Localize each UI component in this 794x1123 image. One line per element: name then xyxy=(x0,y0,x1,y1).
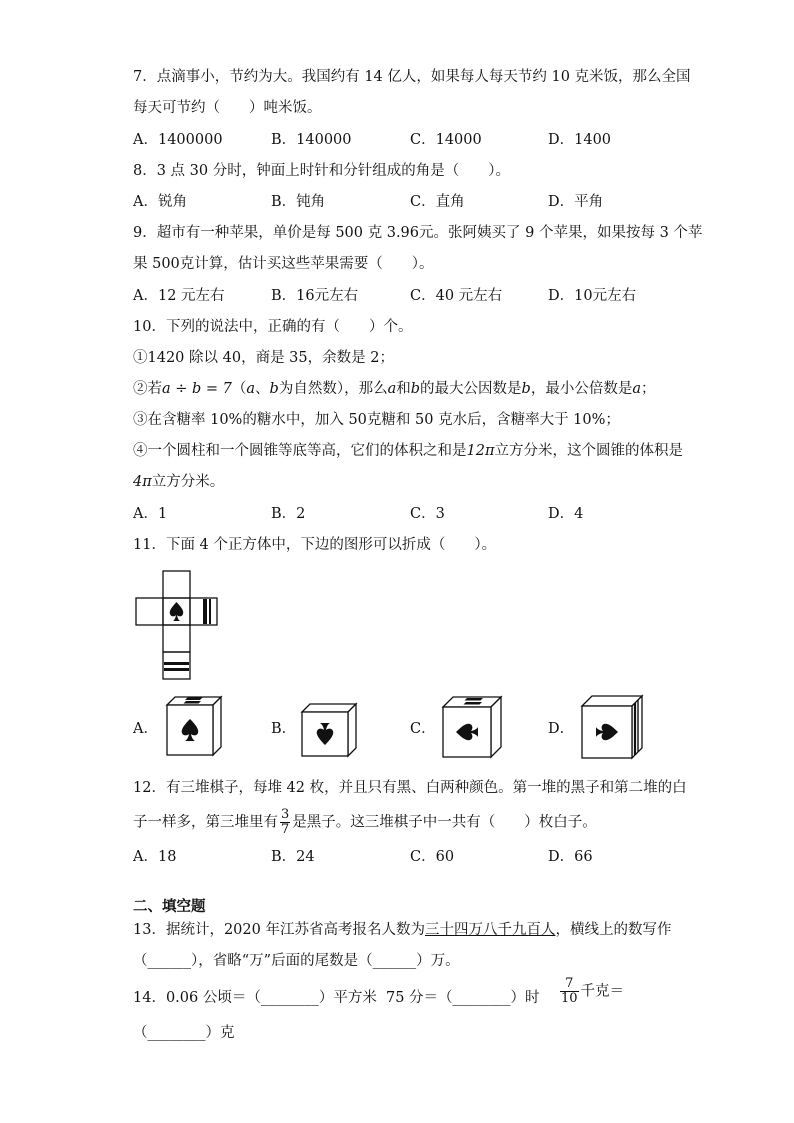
q14-part3[interactable] xyxy=(558,977,624,1006)
q9-option-c[interactable]: C．40 元左右 xyxy=(410,288,503,304)
q10-s2-text: （ xyxy=(231,381,247,397)
q9-line2: 果 500克计算，估计买这些苹果需要（ ）。 xyxy=(133,256,434,272)
fraction-numerator: 3 xyxy=(281,807,290,822)
q10-option-d[interactable]: D．4 xyxy=(548,506,584,522)
fraction-denominator: 7 xyxy=(281,822,290,837)
fraction-denominator: 10 xyxy=(561,991,578,1006)
q12-line2 xyxy=(133,808,597,837)
q10-s2-var: a xyxy=(632,381,641,397)
q10-s2-text: 、 xyxy=(255,381,270,397)
cube-a-figure[interactable] xyxy=(165,695,223,757)
q7-option-a[interactable]: A．1400000 xyxy=(133,132,223,148)
q10-statement-1: ①1420 除以 40，商是 35，余数是 2； xyxy=(133,350,394,366)
q10-s2-var: b xyxy=(269,381,279,397)
q13-line1 xyxy=(133,920,671,940)
q10-s2-var: b xyxy=(521,381,531,397)
q10-line1: 10．下列的说法中，正确的有（ ）个。 xyxy=(133,319,413,335)
cube-c-figure[interactable] xyxy=(441,695,503,759)
q10-s2-text: 为自然数），那么 xyxy=(278,381,388,397)
q14-part1[interactable]: 14．0.06 公顷＝（________）平方米 xyxy=(133,990,377,1006)
q13-line2[interactable]: （______），省略“万”后面的尾数是（______）万。 xyxy=(133,953,460,969)
q10-s2-var: a xyxy=(387,381,397,397)
cube-net-figure xyxy=(136,571,218,681)
q11-line1: 11．下面 4 个正方体中，下边的图形可以折成（ ）。 xyxy=(133,537,497,553)
q12-option-a[interactable]: A．18 xyxy=(133,849,177,865)
cube-b-figure[interactable] xyxy=(300,702,358,758)
q14-part2[interactable]: 75 分＝（________）时 xyxy=(386,990,540,1006)
q8-option-c[interactable]: C．直角 xyxy=(410,194,465,210)
q12-option-d[interactable]: D．66 xyxy=(548,849,593,865)
q7-line1: 7．点滴事小，节约为大。我国约有 14 亿人，如果每人每天节约 10 克米饭，那么全国 xyxy=(133,69,691,85)
q14-line2[interactable]: （________）克 xyxy=(133,1025,235,1041)
q8-option-d[interactable]: D．平角 xyxy=(548,194,604,210)
q10-s2-text: ； xyxy=(641,381,656,397)
q10-s2-text: ，最小公倍数是 xyxy=(530,381,633,397)
q10-statement-3: ③在含糖率 10%的糖水中，加入 50克糖和 50 克水后，含糖率大于 10%； xyxy=(133,412,620,428)
q12-line2-text: 子一样多，第三堆里有 xyxy=(133,814,278,831)
fraction-numerator: 7 xyxy=(560,977,579,992)
q7-option-b[interactable]: B．140000 xyxy=(271,132,352,148)
q12-line2-text: 是黑子。这三堆棋子中一共有（ ）枚白子。 xyxy=(292,814,597,831)
q11-option-d[interactable]: D． xyxy=(548,721,575,737)
q12-option-c[interactable]: C．60 xyxy=(410,849,455,865)
q7-option-c[interactable]: C．14000 xyxy=(410,132,482,148)
q10-s4-value: 4π xyxy=(133,474,152,490)
q10-s2-text: 和 xyxy=(396,381,411,397)
q9-option-a[interactable]: A．12 元左右 xyxy=(133,288,225,304)
q10-s2-expression: a ÷ b = 7 xyxy=(162,381,232,397)
q10-s4-text: ④一个圆柱和一个圆锥等底等高，它们的体积之和是 xyxy=(133,443,467,459)
q13-underlined-number: 三十四万八千九百人 xyxy=(424,922,556,938)
q10-statement-4 xyxy=(133,441,683,461)
q12-option-b[interactable]: B．24 xyxy=(271,849,315,865)
q13-text: ，横线上的数写作 xyxy=(555,922,672,938)
q7-line2: 每天可节约（ ）吨米饭。 xyxy=(133,100,322,116)
q9-line1: 9．超市有一种苹果，单价是每 500 克 3.96元。张阿姨买了 9 个苹果，如果按每 3 个苹 xyxy=(133,225,703,241)
q12-line1: 12．有三堆棋子，每堆 42 枚，并且只有黑、白两种颜色。第一堆的黑子和第二堆的白 xyxy=(133,780,687,796)
q14-part3-text: 千克＝ xyxy=(580,983,625,1000)
q10-s2-var: a xyxy=(246,381,256,397)
q8-option-b[interactable]: B．钝角 xyxy=(271,194,326,210)
q10-s4-text: 立方分米。 xyxy=(151,474,225,490)
q9-option-d[interactable]: D．10元左右 xyxy=(548,288,637,304)
q10-s2-text: ②若 xyxy=(133,381,162,397)
q8-line1: 8．3 点 30 分时，钟面上时针和分针组成的角是（ ）。 xyxy=(133,163,510,179)
q11-option-b[interactable]: B． xyxy=(271,721,297,737)
q10-s2-var: b xyxy=(410,381,421,397)
q10-statement-2 xyxy=(133,379,656,399)
section-title: 二、填空题 xyxy=(133,899,206,915)
q11-option-c[interactable]: C． xyxy=(410,721,436,737)
q11-option-a[interactable]: A． xyxy=(133,721,158,737)
q10-s4-text: 立方分米，这个圆锥的体积是 xyxy=(494,443,683,459)
q10-s2-text: 的最大公因数是 xyxy=(420,381,522,397)
q8-option-a[interactable]: A．锐角 xyxy=(133,194,187,210)
q10-option-c[interactable]: C．3 xyxy=(410,506,445,522)
q10-statement-4-line2 xyxy=(133,472,224,492)
q13-text: 13．据统计，2020 年江苏省高考报名人数为 xyxy=(133,922,425,938)
q12-fraction xyxy=(280,808,290,837)
q10-option-b[interactable]: B．2 xyxy=(271,506,306,522)
q9-option-b[interactable]: B．16元左右 xyxy=(271,288,359,304)
spade-icon xyxy=(170,602,183,621)
q7-option-d[interactable]: D．1400 xyxy=(548,132,612,148)
q14-fraction xyxy=(560,977,579,1006)
q10-s4-value: 12π xyxy=(466,443,495,459)
cube-d-figure[interactable] xyxy=(580,694,644,760)
q10-option-a[interactable]: A．1 xyxy=(133,506,168,522)
